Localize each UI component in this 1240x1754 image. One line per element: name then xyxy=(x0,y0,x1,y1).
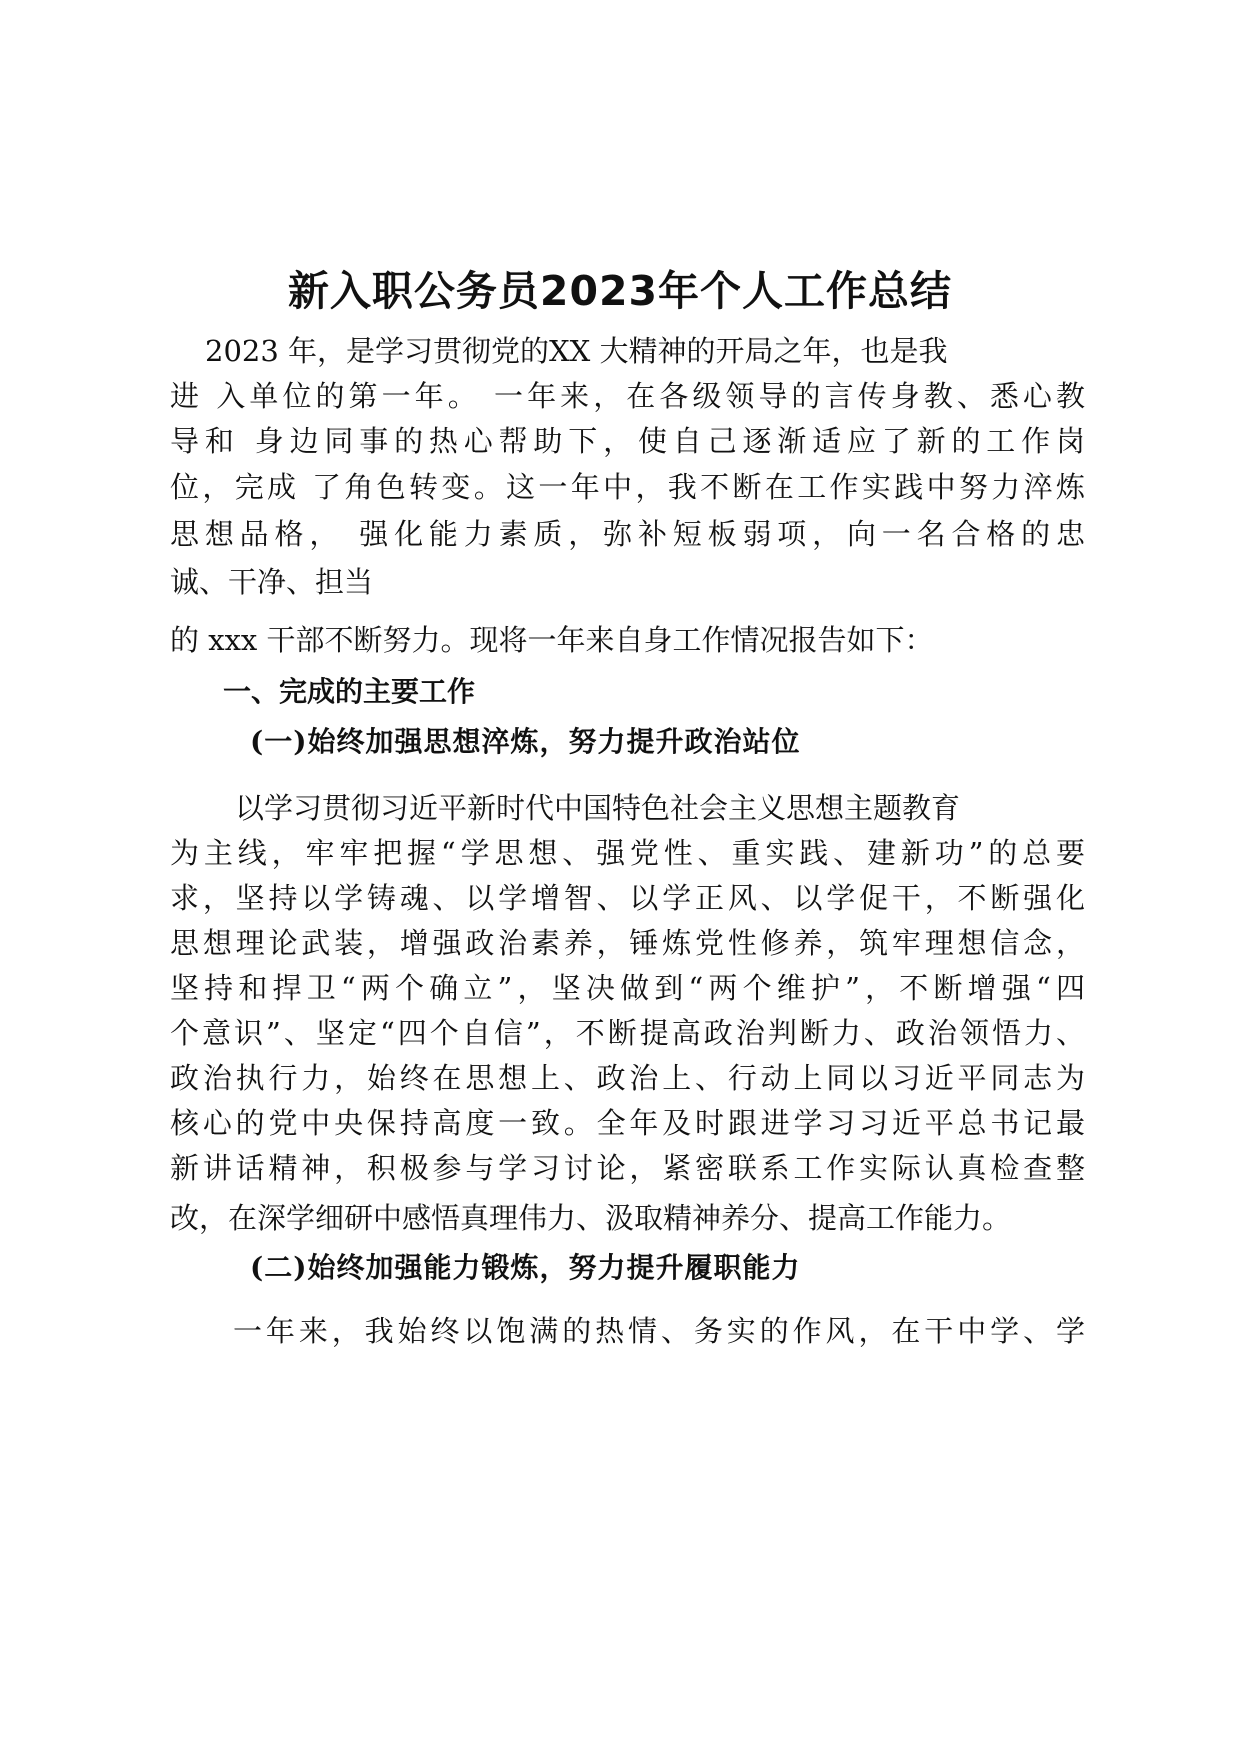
intro-line-7: 的 xxx 干部不断努力。现将一年来自身工作情况报告如下： xyxy=(170,623,934,657)
subsection-heading-1: (一)始终加强思想淬炼，努力提升政治站位 xyxy=(250,725,801,758)
sub1-line-2: 为主线，牢牢把握“学思想、强党性、重实践、建新功”的总要 xyxy=(170,836,1085,870)
section-heading-main-work: 一、完成的主要工作 xyxy=(223,675,476,708)
sub1-line-1: 以学习贯彻习近平新时代中国特色社会主义思想主题教育 xyxy=(235,791,961,825)
sub2-line-1: 一年来，我始终以饱满的热情、务实的作风，在干中学、学 xyxy=(233,1314,1085,1348)
intro-line-2: 进 入单位的第一年。 一年来，在各级领导的言传身教、悉心教 xyxy=(170,379,1085,413)
document-title: 新入职公务员2023年个人工作总结 xyxy=(287,267,953,315)
sub1-line-7: 政治执行力，始终在思想上、政治上、行动上同以习近平同志为 xyxy=(170,1061,1085,1095)
intro-line-3: 导和 身边同事的热心帮助下，使自己逐渐适应了新的工作岗 xyxy=(170,424,1085,458)
intro-line-6: 诚、干净、担当 xyxy=(170,565,374,599)
sub1-line-9: 新讲话精神，积极参与学习讨论，紧密联系工作实际认真检查整 xyxy=(170,1151,1085,1185)
subsection-heading-2: (二)始终加强能力锻炼，努力提升履职能力 xyxy=(250,1251,801,1284)
sub1-line-6: 个意识”、坚定“四个自信”，不断提高政治判断力、政治领悟力、 xyxy=(170,1016,1085,1050)
sub1-line-5: 坚持和捍卫“两个确立”，坚决做到“两个维护”，不断增强“四 xyxy=(170,971,1085,1005)
intro-line-5: 思想品格， 强化能力素质，弥补短板弱项，向一名合格的忠 xyxy=(170,517,1085,551)
sub1-line-8: 核心的党中央保持高度一致。全年及时跟进学习习近平总书记最 xyxy=(170,1106,1085,1140)
sub1-line-3: 求，坚持以学铸魂、以学增智、以学正风、以学促干，不断强化 xyxy=(170,881,1085,915)
sub1-line-4: 思想理论武装，增强政治素养，锤炼党性修养，筑牢理想信念， xyxy=(170,926,1085,960)
sub1-line-10: 改，在深学细研中感悟真理伟力、汲取精神养分、提高工作能力。 xyxy=(170,1201,1012,1235)
intro-line-4: 位，完成 了角色转变。这一年中，我不断在工作实践中努力淬炼 xyxy=(170,470,1085,504)
intro-line-1: 2023 年，是学习贯彻党的XX 大精神的开局之年，也是我 xyxy=(205,334,948,368)
